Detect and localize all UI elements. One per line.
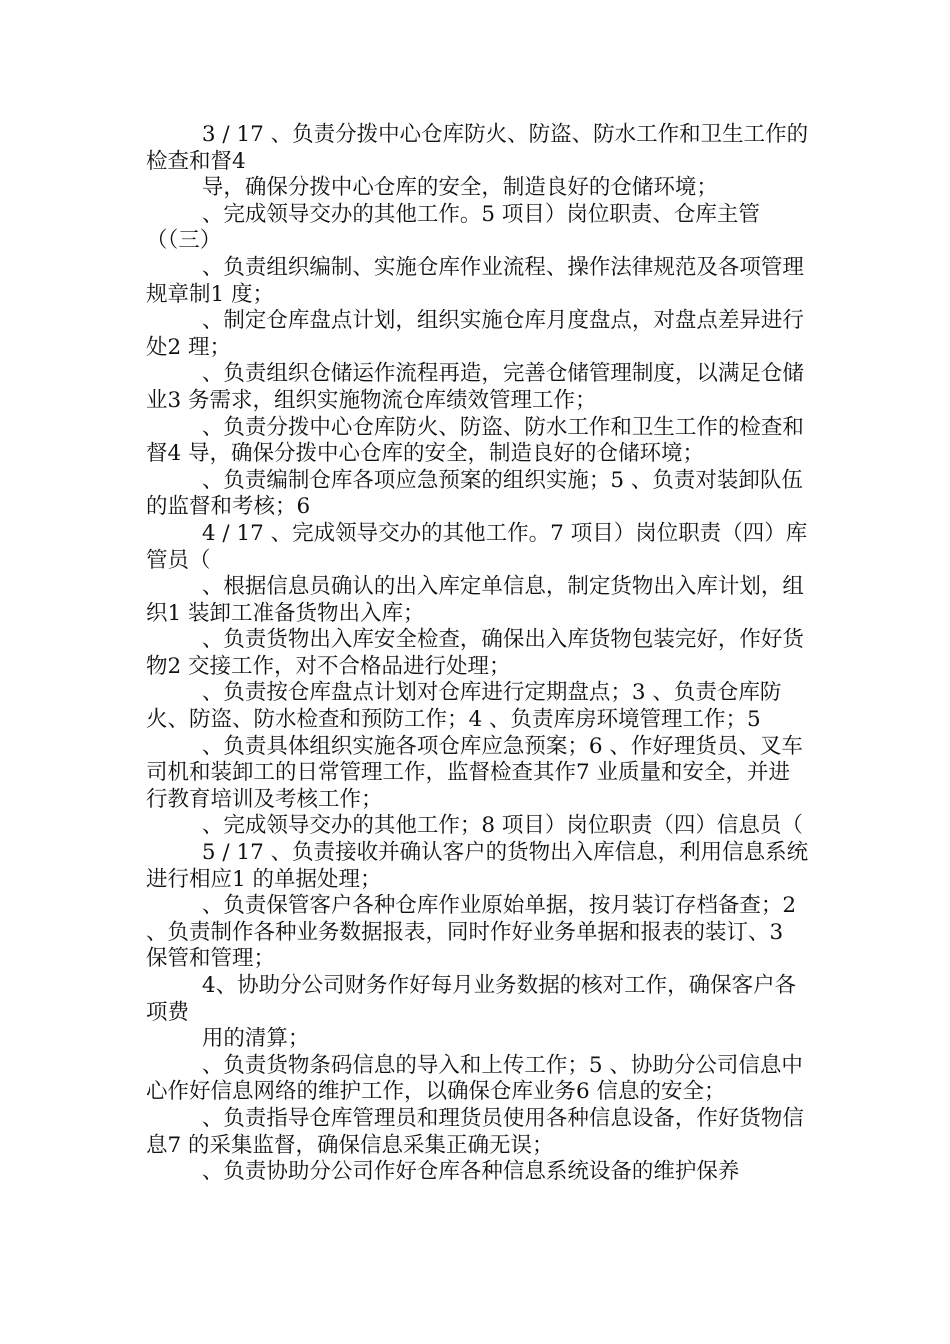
paragraph-17: 4、协助分公司财务作好每月业务数据的核对工作，确保客户各项费 — [146, 973, 797, 1025]
paragraph-5: 、制定仓库盘点计划，组织实施仓库月度盘点，对盘点差异进行处2 理； — [146, 308, 804, 360]
paragraph-14: 、完成领导交办的其他工作；8 项目）岗位职责（四）信息员（ — [201, 813, 803, 839]
paragraph-9: 4 / 17 、完成领导交办的其他工作。7 项目）岗位职责（四）库管员（ — [146, 520, 808, 573]
paragraph-20: 、负责指导仓库管理员和理货员使用各种信息设备，作好货物信息7 的采集监督，确保信息采集正确无误； — [146, 1105, 804, 1158]
paragraph-21: 、负责协助分公司作好仓库各种信息系统设备的维护保养 — [201, 1159, 740, 1185]
paragraph-19: 、负责货物条码信息的导入和上传工作；5 、协助分公司信息中心作好信息网络的维护工作，以确保仓库业务6 信息的安全； — [146, 1052, 803, 1105]
paragraph-2: 导，确保分拨中心仓库的安全，制造良好的仓储环境； — [201, 175, 718, 201]
paragraph-3: 、完成领导交办的其他工作。5 项目）岗位职责、仓库主管（（三） — [146, 201, 760, 254]
paragraph-10: 、根据信息员确认的出入库定单信息，制定货物出入库计划，组织1 装卸工准备货物出入库； — [146, 574, 804, 626]
document-page — [146, 122, 810, 1186]
paragraph-1: 3 / 17 、负责分拨中心仓库防火、防盗、防水工作和卫生工作的检查和督4 — [146, 122, 809, 174]
paragraph-4: 、负责组织编制、实施仓库作业流程、操作法律规范及各项管理规章制1 度； — [146, 254, 804, 307]
paragraph-13: 、负责具体组织实施各项仓库应急预案；6 、作好理货员、叉车司机和装卸工的日常管理工作，监督检查其作7 业质量和安全，并进行教育培训及考核工作； — [146, 733, 803, 812]
paragraph-15: 5 / 17 、负责接收并确认客户的货物出入库信息，利用信息系统进行相应1 的单据处理； — [146, 840, 809, 892]
paragraph-7: 、负责分拨中心仓库防火、防盗、防水工作和卫生工作的检查和督4 导，确保分拨中心仓库的安全，制造良好的仓储环境； — [146, 414, 804, 467]
paragraph-8: 、负责编制仓库各项应急预案的组织实施；5 、负责对装卸队伍的监督和考核；6 — [146, 467, 803, 520]
paragraph-11: 、负责货物出入库安全检查，确保出入库货物包装完好，作好货物2 交接工作，对不合格品进行处理； — [146, 627, 804, 679]
paragraph-18: 用的清算； — [201, 1026, 310, 1052]
paragraph-16: 、负责保管客户各种仓库作业原始单据，按月装订存档备查；2 、负责制作各种业务数据报表，同时作好业务单据和报表的装订、3 保管和管理； — [146, 893, 797, 972]
paragraph-6: 、负责组织仓储运作流程再造，完善仓储管理制度，以满足仓储业3 务需求，组织实施物流仓库绩效管理工作； — [146, 361, 804, 413]
paragraph-12: 、负责按仓库盘点计划对仓库进行定期盘点；3 、负责仓库防火、防盗、防水检查和预防工作；4 、负责库房环境管理工作；5 — [146, 680, 782, 733]
